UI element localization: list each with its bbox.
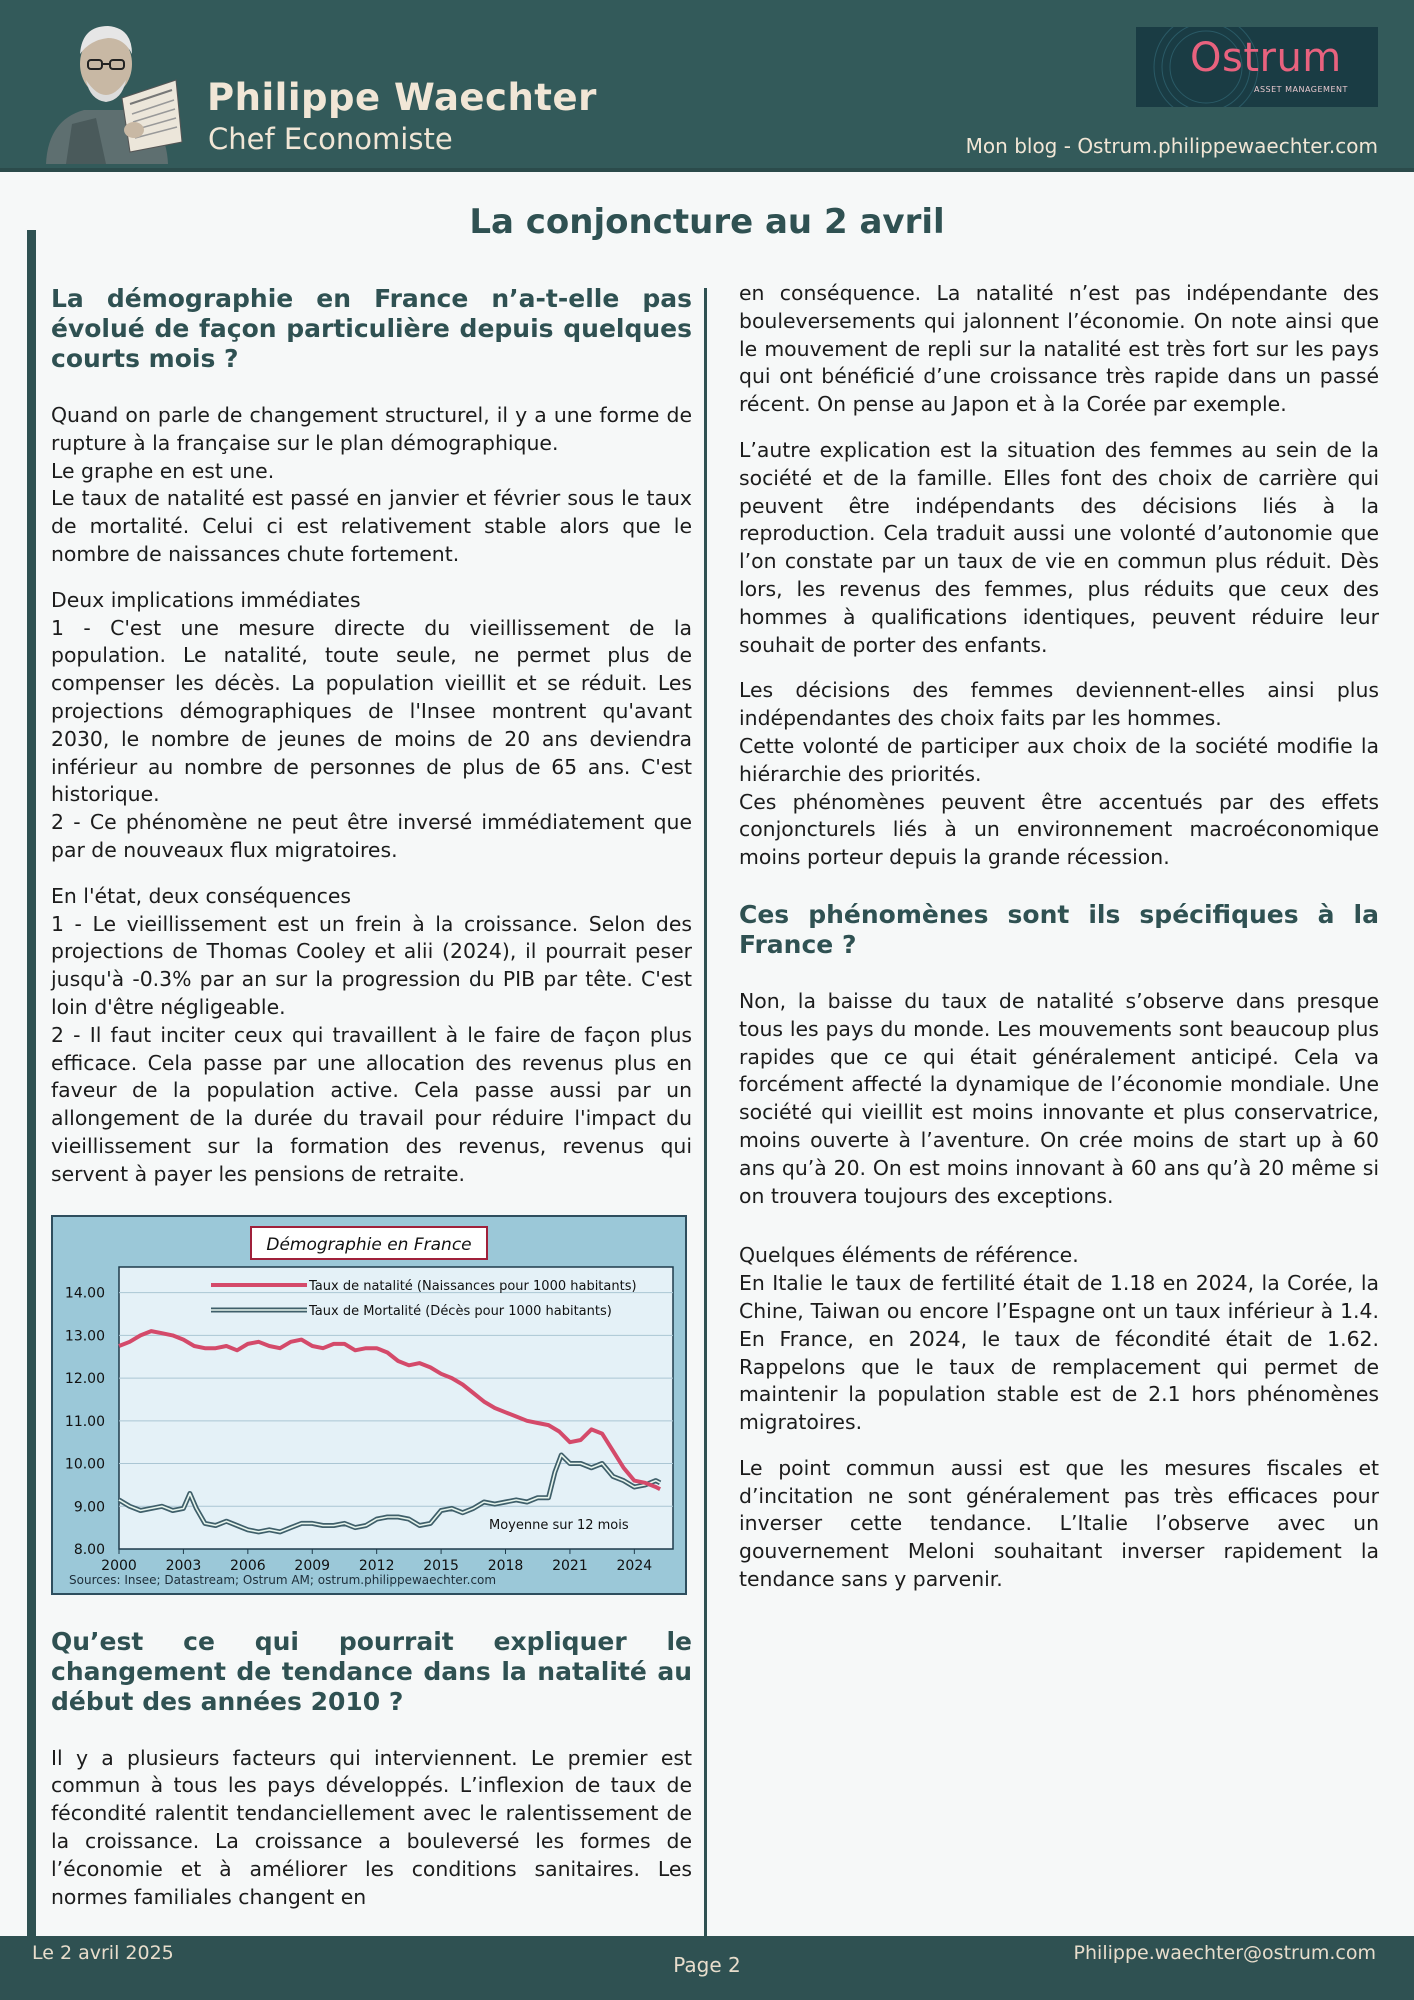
paragraph: 2 - Il faut inciter ceux qui travaillent à le faire de façon plus efficace. Cela passe par une allocation des revenus plus en faveur de la population active. Cela passe aussi par un allongement de la durée du travail pour réduire l'impact du vieillissement sur la formation des revenus, revenus qui servent à payer les pensions de retraite.: [51, 1022, 692, 1186]
paragraph: En l'état, deux conséquences: [51, 883, 352, 908]
y-tick-label: 11.00: [64, 1413, 105, 1430]
chart-source: Sources: Insee; Datastream; Ostrum AM; ostrum.philippewaechter.com: [69, 1572, 497, 1587]
paragraph: En Italie le taux de fertilité était de 1.18 en 2024, la Corée, la Chine, Taiwan ou encore l’Espagne ont un taux inférieur à 1.4. En France, en 2024, le taux de fécondité était de 1.62. Rappelons que le taux de remplacement qui permet de maintenir la population stable est de 2.1 hors phénomènes migratoires.: [739, 1271, 1379, 1435]
section-heading-france: Ces phénomènes sont ils spécifiques à la France ?: [739, 899, 1379, 959]
page-number: Page 2: [673, 1953, 741, 1977]
x-tick-label: 2024: [616, 1557, 653, 1574]
paragraph: Les décisions des femmes deviennent-elles ainsi plus indépendantes des choix faits par les hommes.: [739, 678, 1379, 731]
paragraph: Quelques éléments de référence.: [739, 1243, 1079, 1268]
x-tick-label: 2015: [423, 1557, 459, 1574]
logo-subtitle: ASSET MANAGEMENT: [1254, 85, 1348, 94]
paragraph: L’autre explication est la situation des femmes au sein de la société et de la famille. Elles font des choix de carrière qui peuvent être indépendants des décisions liés à la reproduction. Cela traduit aussi une volonté d’autonomie que l’on constate par un taux de vie en commun plus réduit. Dès lors, les revenus des femmes, plus réduits que ceux des hommes à qualifications identiques, peuvent réduire leur souhait de porter des enfants.: [739, 437, 1379, 657]
y-tick-label: 14.00: [64, 1285, 105, 1302]
demographie-chart: [51, 1215, 687, 1595]
left-accent-bar: [27, 230, 36, 1936]
logo-wordmark: Ostrum: [1190, 35, 1342, 81]
y-tick-label: 13.00: [64, 1327, 105, 1344]
y-tick-label: 10.00: [64, 1456, 105, 1473]
right-column: [739, 280, 1379, 1594]
x-tick-label: 2021: [552, 1557, 588, 1574]
paragraph: Deux implications immédiates: [51, 587, 361, 612]
paragraph: 2 - Ce phénomène ne peut être inversé immédiatement que par de nouveaux flux migratoires.: [51, 810, 692, 862]
section-heading-natalite: Qu’est ce qui pourrait expliquer le changement de tendance dans la natalité au début des années 2010 ?: [51, 1626, 692, 1716]
paragraph: Quand on parle de changement structurel, il y a une forme de rupture à la française sur le plan démographique.: [51, 403, 692, 455]
section-heading-demographie: La démographie en France n’a-t-elle pas évolué de façon particulière depuis quelques courts mois ?: [51, 284, 692, 373]
footer-email[interactable]: Philippe.waechter@ostrum.com: [1073, 1942, 1376, 1964]
paragraph: 1 - Le vieillissement est un frein à la croissance. Selon des projections de Thomas Cooley et alii (2024), il pourrait peser jusqu'à -0.3% par an sur la progression du PIB par tête. C'est loin d'être négligeable.: [51, 911, 692, 1019]
legend-mortalite: Taux de Mortalité (Décès pour 1000 habitants): [309, 1303, 612, 1319]
author-role: Chef Economiste: [208, 122, 453, 156]
paragraph: Ces phénomènes peuvent être accentués par des effets conjoncturels liés à un environnement macroéconomique moins porteur depuis la grande récession.: [739, 789, 1379, 870]
paragraph: 1 - C'est une mesure directe du vieillissement de la population. Le natalité, toute seule, ne permet plus de compenser les décès. La population vieillit et se réduit. Les projections démographiques de l'Insee montrent qu'avant 2030, le nombre de jeunes de moins de 20 ans deviendra inférieur au nombre de personnes de plus de 65 ans. C'est historique.: [51, 615, 692, 807]
legend-natalite: Taux de natalité (Naissances pour 1000 habitants): [309, 1278, 637, 1294]
paragraph: Non, la baisse du taux de natalité s’observe dans presque tous les pays du monde. Les mouvements sont beaucoup plus rapides que ce qui était généralement anticipé. Cela va forcément affecté la dynamique de l’économie mondiale. Une société qui vieillit est moins innovante et plus conservatrice, moins ouverte à l’aventure. On crée moins de start up à 60 ans qu’à 20. On est moins innovant à 60 ans qu’à 20 même si on trouvera toujours des exceptions.: [739, 988, 1379, 1208]
paragraph: Le taux de natalité est passé en janvier et février sous le taux de mortalité. Celui ci est relativement stable alors que le nombre de naissances chute fortement.: [51, 486, 692, 566]
paragraph: Le point commun aussi est que les mesures fiscales et d’incitation ne sont généralement pas très efficaces pour inverser cette tendance. L’Italie l’observe avec un gouvernement Meloni souhaitant inverser rapidement la tendance sans y parvenir.: [739, 1455, 1379, 1592]
y-tick-label: 8.00: [73, 1541, 105, 1558]
footer-date: Le 2 avril 2025: [32, 1942, 174, 1964]
page-title: La conjoncture au 2 avril: [469, 202, 945, 242]
x-tick-label: 2018: [487, 1557, 524, 1574]
y-tick-label: 12.00: [64, 1370, 105, 1387]
x-tick-label: 2009: [294, 1557, 331, 1574]
paragraph: Cette volonté de participer aux choix de la société modifie la hiérarchie des priorités.: [739, 733, 1379, 786]
chart-title: Démographie en France: [266, 1234, 472, 1255]
paragraph: Le graphe en est une.: [51, 458, 275, 483]
ostrum-logo[interactable]: [1136, 27, 1378, 107]
chart-canvas: [53, 1217, 685, 1593]
chart-note: Moyenne sur 12 mois: [489, 1517, 629, 1533]
x-tick-label: 2012: [358, 1557, 395, 1574]
blog-link[interactable]: Mon blog - Ostrum.philippewaechter.com: [965, 134, 1378, 158]
author-portrait-illustration: [26, 2, 186, 164]
x-tick-label: 2003: [165, 1557, 202, 1574]
paragraph: Il y a plusieurs facteurs qui interviennent. Le premier est commun à tous les pays développés. L’inflexion de taux de fécondité ralentit tendanciellement avec le ralentissement de la croissance. La croissance a bouleversé les formes de l’économie et à améliorer les conditions sanitaires. Les normes familiales changent en: [51, 1745, 692, 1909]
left-column: [51, 284, 692, 1911]
y-tick-label: 9.00: [73, 1498, 105, 1515]
x-tick-label: 2006: [230, 1557, 266, 1574]
column-divider: [704, 288, 707, 1936]
author-name: Philippe Waechter: [207, 76, 597, 119]
paragraph: en conséquence. La natalité n’est pas indépendante des bouleversements qui jalonnent l’économie. On note ainsi que le mouvement de repli sur la natalité est très fort sur les pays qui ont bénéficié d’une croissance très rapide dans un passé récent. On pense au Japon et à la Corée par exemple.: [739, 281, 1379, 417]
header-divider: [0, 168, 1414, 172]
x-tick-label: 2000: [101, 1557, 137, 1574]
